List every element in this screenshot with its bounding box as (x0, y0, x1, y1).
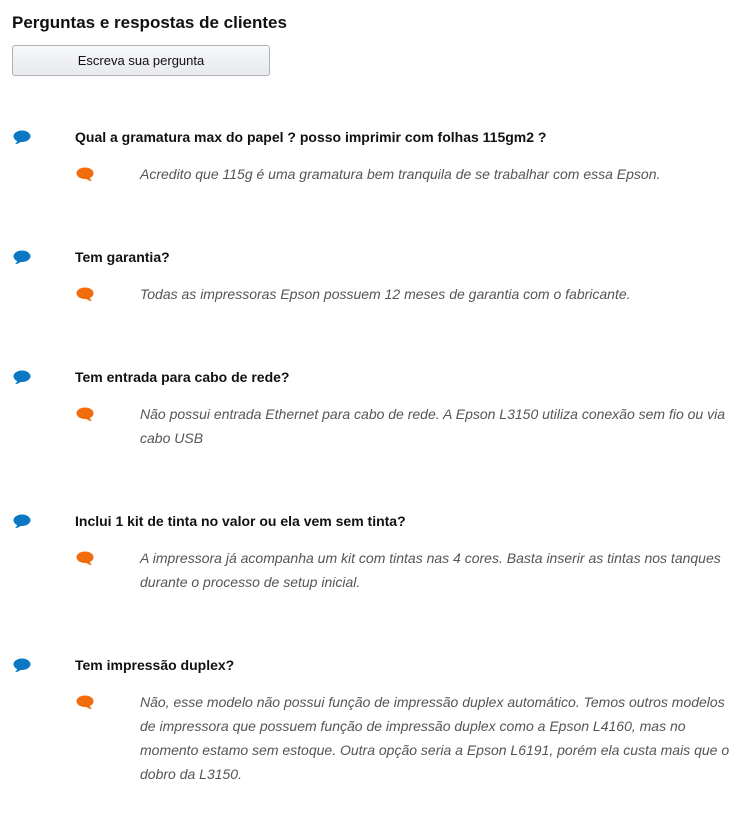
answer-speech-bubble-icon (75, 694, 95, 710)
answer-text: Não, esse modelo não possui função de impressão duplex automático. Temos outros modelos de impressora que possuem função de impressão duplex como a Epson L4160, mas no momento estamo sem estoque. Outra opção seria a Epson L6191, porém ela custa mais que o dobro da L3150. (140, 694, 730, 782)
question-speech-bubble-icon (12, 249, 32, 265)
answer-speech-bubble-icon (75, 286, 95, 302)
answer-speech-bubble-icon (75, 406, 95, 422)
answer-text: Não possui entrada Ethernet para cabo de rede. A Epson L3150 utiliza conexão sem fio ou via cabo USB (140, 406, 726, 446)
question-text[interactable]: Tem garantia? (75, 249, 170, 265)
question-row (0, 654, 747, 676)
answer-speech-bubble-icon (75, 550, 95, 566)
question-text[interactable]: Qual a gramatura max do papel ? posso imprimir com folhas 115gm2 ? (75, 129, 547, 145)
question-row (0, 126, 747, 148)
question-speech-bubble-icon (12, 513, 32, 529)
answer-text: Todas as impressoras Epson possuem 12 meses de garantia com o fabricante. (140, 286, 631, 302)
answer-text: Acredito que 115g é uma gramatura bem tranquila de se trabalhar com essa Epson. (140, 166, 661, 182)
question-row (0, 510, 747, 532)
question-speech-bubble-icon (12, 369, 32, 385)
answer-speech-bubble-icon (75, 166, 95, 182)
question-row (0, 246, 747, 268)
ask-question-button[interactable]: Escreva sua pergunta (12, 45, 270, 76)
question-speech-bubble-icon (12, 129, 32, 145)
answer-text: A impressora já acompanha um kit com tintas nas 4 cores. Basta inserir as tintas nos tanques durante o processo de setup inicial. (140, 550, 721, 590)
section-title: Perguntas e respostas de clientes (12, 13, 287, 32)
question-text[interactable]: Inclui 1 kit de tinta no valor ou ela vem sem tinta? (75, 513, 406, 529)
question-speech-bubble-icon (12, 657, 32, 673)
question-row (0, 366, 747, 388)
question-text[interactable]: Tem impressão duplex? (75, 657, 235, 673)
question-text[interactable]: Tem entrada para cabo de rede? (75, 369, 290, 385)
